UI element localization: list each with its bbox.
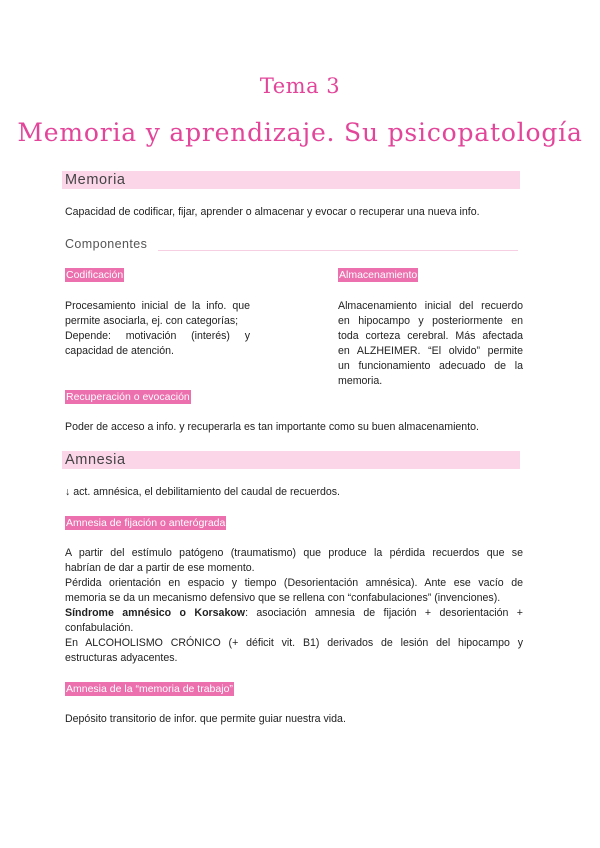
section-heading-memoria: Memoria <box>62 171 520 189</box>
componentes-heading: Componentes <box>65 237 148 251</box>
page-title: Tema 3 <box>259 74 341 98</box>
korsakow-term: Síndrome amnésico o Korsakow <box>65 607 246 619</box>
componentes-divider <box>158 250 518 251</box>
amnesia-intro: ↓ act. amnésica, el debilitamiento del caudal de recuerdos. <box>65 486 341 498</box>
almacenamiento-label: Almacenamiento <box>339 269 418 281</box>
fijacion-label: Amnesia de fijación o anterógrada <box>66 517 226 529</box>
trabajo-label: Amnesia de la “memoria de trabajo” <box>66 683 233 695</box>
section-heading-amnesia: Amnesia <box>62 451 520 469</box>
recuperacion-label: Recuperación o evocación <box>66 391 190 403</box>
codificacion-label: Codificación <box>66 269 124 281</box>
document-page: Tema 3 Memoria y aprendizaje. Su psicopatología Memoria Capacidad de codificar, fijar, aprender o almacenar y evocar o recuperar una nueva info. Componentes Codificación Almacenamiento Procesamiento inicial de la info. que permite asociarla, ej. con categorías; Depende: motivación (interés) y capacidad de atención. Almacenamiento inicial del recuerdo en hipocampo y posteriormente en toda corteza cerebral. Más afectada en ALZHEIMER. “El olvido” permite un funcionamiento adecuado de la memoria. Recuperación o evocación Poder de acceso a info. y recuperarla es tan importante como su buen almacenamiento. Amnesia ↓ act. amnésica, el debilitamiento del caudal de recuerdos. Amnesia de fijación o anterógrada A partir del estímulo patógeno (traumatismo) que produce la pérdida recuerdos que se habrían de dar a partir de ese momento. Pérdida orientación en espacio y tiempo (Desorientación amnésica). Ante ese vacío de memoria se da un mecanismo defensivo que se rellena con “confabulaciones” (invenciones). Síndrome amnésico o Korsakow: asociación amnesia de fijación + desorientación + confabulación. En ALCOHOLISMO CRÓNICO (+ déficit vit. B1) derivados de lesión del hipocampo y estructuras adyacentes. Amnesia de la “memoria de trabajo” Depósito transitorio de infor. que permite guiar nuestra vida. <box>0 0 600 848</box>
page-subtitle: Memoria y aprendizaje. Su psicopatología <box>17 118 583 147</box>
memoria-definition: Capacidad de codificar, fijar, aprender o almacenar y evocar o recuperar una nueva info. <box>65 206 480 218</box>
recuperacion-text: Poder de acceso a info. y recuperarla es tan importante como su buen almacenamiento. <box>65 421 479 433</box>
trabajo-text: Depósito transitorio de infor. que permite guiar nuestra vida. <box>65 713 346 725</box>
